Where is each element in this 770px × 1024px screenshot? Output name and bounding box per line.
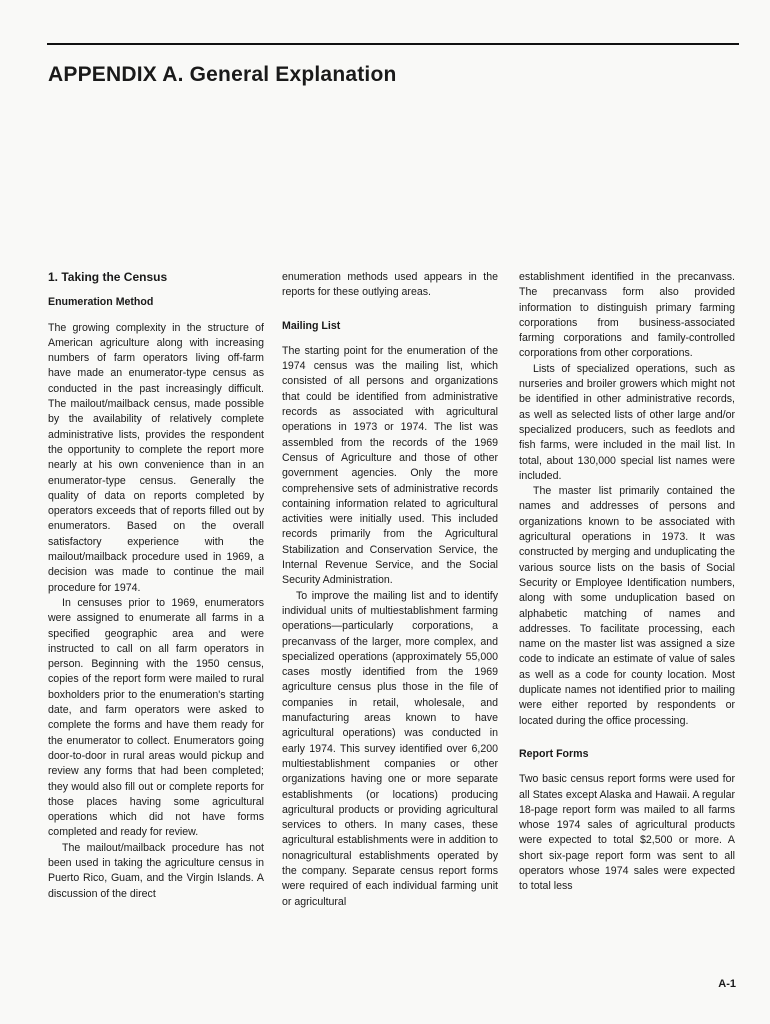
- paragraph: The mailout/mailback procedure has not been used in taking the agriculture census in Puerto Rico, Guam, and the Virgin Islands. A discussion of the direct: [48, 841, 264, 900]
- paragraph: enumeration methods used appears in the reports for these outlying areas.: [282, 271, 498, 299]
- column-3: [519, 270, 735, 895]
- paragraph: The master list primarily contained the names and addresses of persons and organizations known to be associated with agricultural operations in 1973. It was constructed by merging and unduplicating the various source lists on the basis of Social Security or Employee Identification numbers, along with some unduplication based on alphabetic matching of names and addresses. To facilitate processing, each name on the master list was assigned a size code to indicate an estimate of value of sales as well as a code for county location. Most duplicate names not identified prior to mailing were either reported by respondents or located during the office processing.: [519, 485, 735, 727]
- header-rule: [47, 43, 739, 45]
- paragraph: The growing complexity in the structure of American agriculture along with increasing numbers of farm operators living off-farm have made an enumerator-type census as conducted in the past increasingly difficult. The mailout/mailback census, made possible by the availability of relatively complete administrative lists, provides the respondent the opportunity to complete the report more nearly at his own convenience than in an enumerator-type census. Generally the quality of data on reports completed by operators exceeds that of reports filled out by enumerators. Based on the overall satisfactory experience with the mailout/mailback procedure used in 1969, a decision was made to continue the mail procedure for 1974.: [48, 321, 264, 594]
- paragraph: Two basic census report forms were used for all States except Alaska and Hawaii. A regular 18-page report form was mailed to all farms whose 1974 sales of agricultural products were expected to total $2,500 or more. A short six-page report form was sent to all operators whose 1974 sales were expected to total less: [519, 773, 735, 893]
- paragraph: Lists of specialized operations, such as nurseries and broiler growers which might not be identified in other administrative records, as well as selected lists of other large and/or specialized producers, such as feedlots and fish farms, were included in the mail list. In total, about 130,000 special list names were included.: [519, 362, 735, 482]
- paragraph: In censuses prior to 1969, enumerators were assigned to enumerate all farms in a specified geographic area and were instructed to call on all farm operators in person. Beginning with the 1950 census, copies of the report form were mailed to rural boxholders prior to the enumeration's starting date, and farm operators were asked to complete the forms and have them ready for the enumerator to collect. Enumerators going door-to-door in rural areas would pickup and review any forms that had been completed; they would also fill out or complete reports for those places having some agricultural operations which did not have forms completed and ready for review.: [48, 596, 264, 839]
- subheading-enumeration-method: Enumeration Method: [48, 296, 154, 309]
- paragraph: To improve the mailing list and to identify individual units of multiestablishment farming operations—particularly corporations, a precanvass of the larger, more complex, and specialized operations (approximately 55,000 cases mostly identified from the 1969 agriculture census plus those in the file of companies in retail, wholesale, and manufacturing areas known to have agricultural operations) was conducted in early 1974. This survey identified over 6,200 multiestablishment companies or other organizations having one or more separate establishments (or locations) producing agricultural products or providing agricultural services to others. In many cases, these agricultural establishments were in addition to nonagricultural establishments operated by the company. Separate census report forms were required of each individual farming unit or agricultural: [282, 589, 498, 908]
- column-2: [282, 270, 498, 910]
- paragraph: The starting point for the enumeration of the 1974 census was the mailing list, which consisted of all persons and organizations that could be identified from administrative records as associated with agricultural operations in 1973 or 1974. The list was assembled from the records of the 1969 Census of Agriculture and those of other government agencies. Only the more comprehensive sets of administrative records containing information related to agricultural activities were initially used. This included records primarily from the Agricultural Stabilization and Conservation Service, the Internal Revenue Service, and the Social Security Administration.: [282, 344, 498, 587]
- paragraph: establishment identified in the precanvass. The precanvass form also provided information to distinguish primary farming corporations from business-associated farming corporations and family-controlled corporations from other corporations.: [519, 271, 735, 360]
- subheading-report-forms: Report Forms: [519, 747, 589, 760]
- column-1: [48, 270, 264, 902]
- page-number: A-1: [718, 978, 736, 990]
- section-heading: 1. Taking the Census: [48, 270, 168, 284]
- subheading-mailing-list: Mailing List: [282, 319, 341, 332]
- page-title: APPENDIX A. General Explanation: [48, 63, 397, 86]
